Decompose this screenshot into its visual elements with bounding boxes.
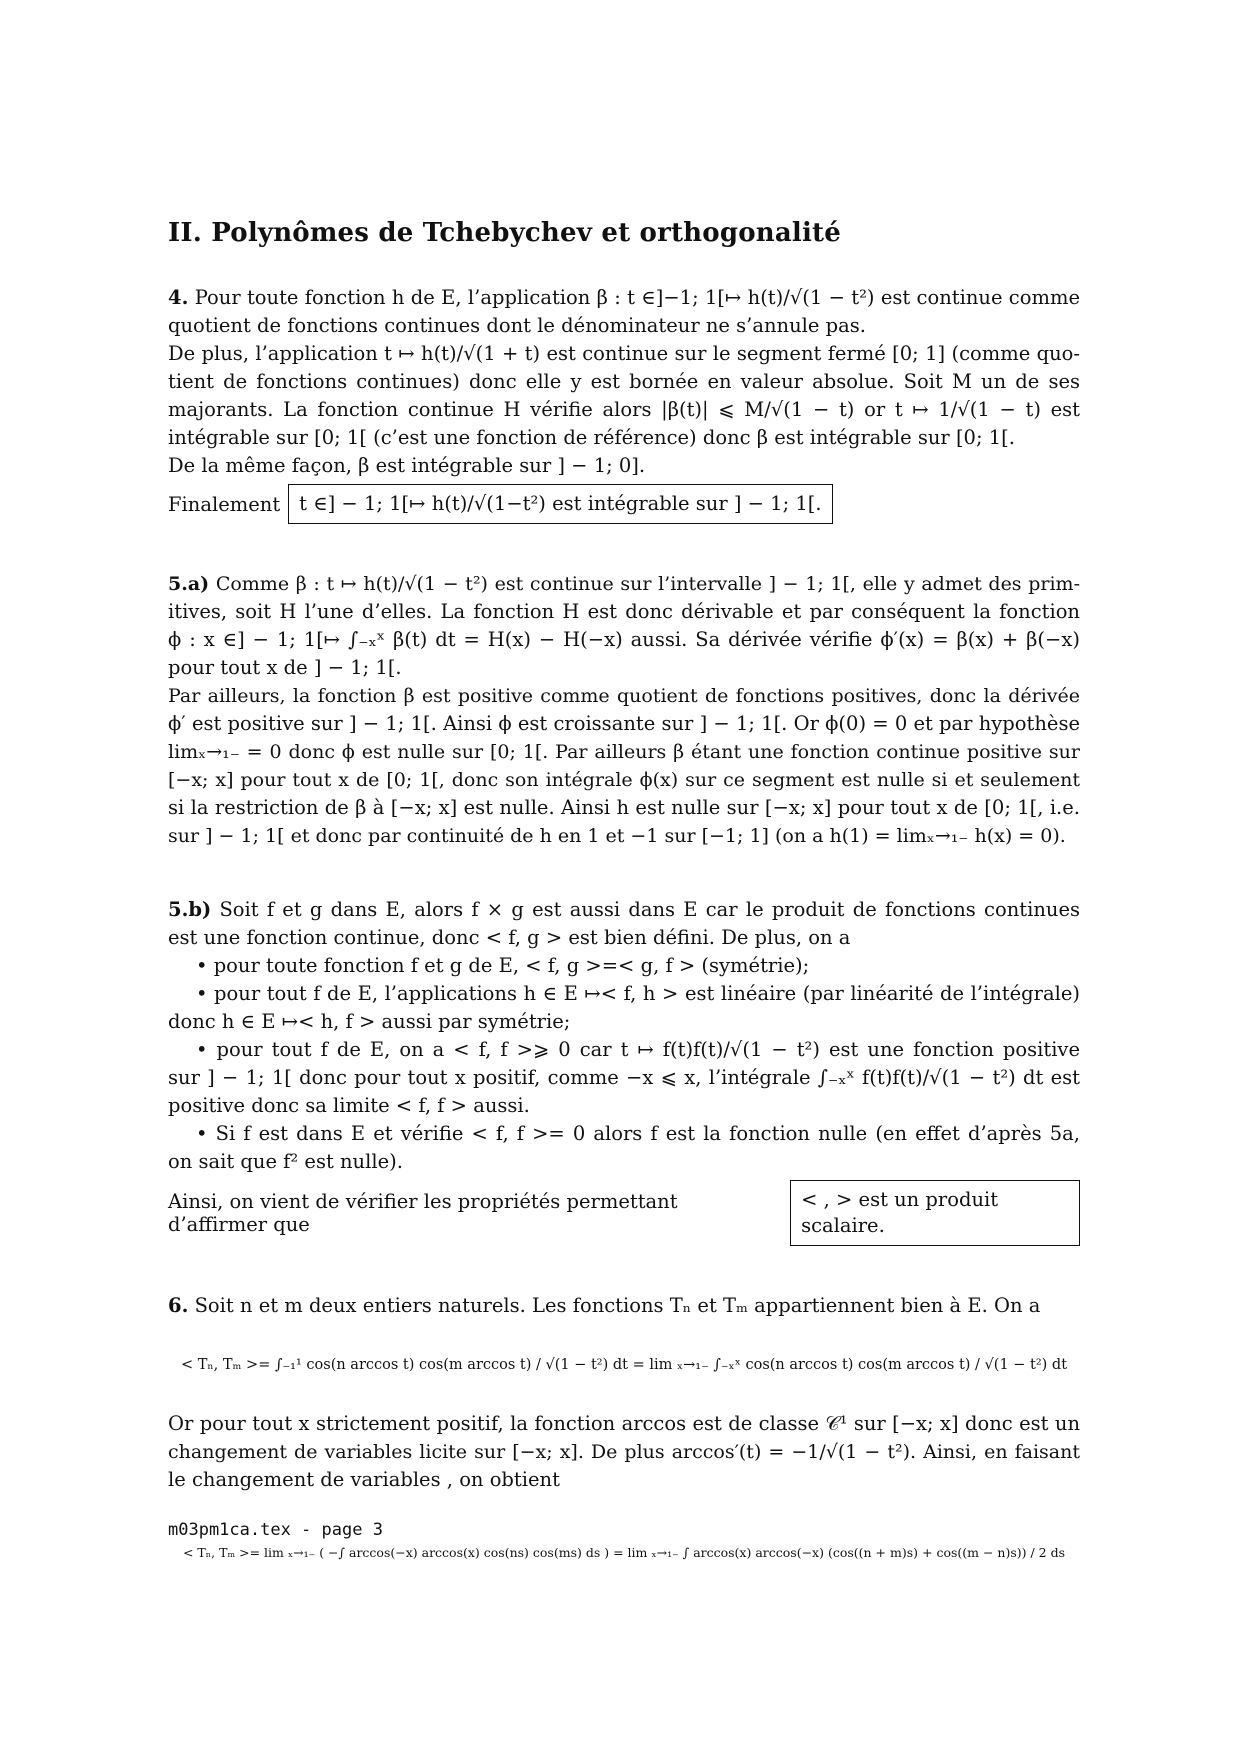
q6-line-1: Or pour tout x strictement positif, la fonction arccos est de classe 𝒞¹ sur [−x; x] donc est un	[168, 1412, 1080, 1435]
q4-text-0: Pour toute fonction h de E, l’application β : t ∈]−1; 1[↦ h(t)/√(1 − t²) est continue comme	[194, 286, 1080, 309]
q5a-line-6: limₓ→₁₋ = 0 donc ϕ est nulle sur [0; 1[. Par ailleurs β étant une fonction continue positive sur	[168, 741, 1080, 763]
question-6	[168, 1292, 1080, 1602]
q5a-line-9: sur ] − 1; 1[ et donc par continuité de h en 1 et −1 sur [−1; 1] (on a h(1) = limₓ→₁₋ h(x) = 0).	[168, 825, 1066, 847]
q5a-line-7: [−x; x] pour tout x de [0; 1[, donc son intégrale ϕ(x) sur ce segment est nulle si et seulement	[168, 769, 1080, 791]
q5a-number: 5.a)	[168, 573, 210, 595]
page-footer: m03pm1ca.tex - page 3	[168, 1520, 383, 1540]
q6-equation-2: < Tₙ, Tₘ >= lim ₓ→₁₋ ( −∫ arccos(−x) arccos(x) cos(ns) cos(ms) ds ) = lim ₓ→₁₋ ∫ arccos(x) arccos(−x) (cos((n + m)s) + cos((m − n)s)) / 2 ds	[182, 1544, 1066, 1560]
q6-text-0: Soit n et m deux entiers naturels. Les fonctions Tₙ et Tₘ appartiennent bien à E. On a	[194, 1294, 1041, 1317]
q5b-line-5: • pour tout f de E, on a < f, f >⩾ 0 car t ↦ f(t)f(t)/√(1 − t²) est une fonction positive	[196, 1038, 1080, 1061]
q5b-line-9: on sait que f² est nulle).	[168, 1150, 403, 1173]
q5b-final-text: Ainsi, on vient de vérifier les propriétés permettant d’affirmer que	[168, 1190, 678, 1236]
q4-line-1: quotient de fonctions continues dont le dénominateur ne s’annule pas.	[168, 314, 866, 337]
q4-line-3: tient de fonctions continues) donc elle y est bornée en valeur absolue. Soit M un de ses	[168, 370, 1080, 393]
q5b-line-8: • Si f est dans E et vérifie < f, f >= 0 alors f est la fonction nulle (en effet d’après 5a,	[196, 1122, 1080, 1145]
q5a-text-0: Comme β : t ↦ h(t)/√(1 − t²) est continue sur l’intervalle ] − 1; 1[, elle y admet des prim-	[215, 573, 1080, 595]
q5a-line-2: ϕ : x ∈] − 1; 1[↦ ∫₋ₓˣ β(t) dt = H(x) − H(−x) aussi. Sa dérivée vérifie ϕ′(x) = β(x) + β(−x)	[168, 628, 1080, 651]
q5a-line-8: si la restriction de β à [−x; x] est nulle. Ainsi h est nulle sur [−x; x] pour tout x de [0; 1[, i.e.	[168, 796, 1080, 819]
q5b-line-7: positive donc sa limite < f, f > aussi.	[168, 1094, 530, 1117]
q4-conclusion	[168, 484, 1080, 524]
q6-line-2: changement de variables licite sur [−x; x]. De plus arccos′(t) = −1/√(1 − t²). Ainsi, en faisant	[168, 1441, 1080, 1463]
q4-final-label: Finalement	[168, 492, 281, 516]
q5a-line-5: ϕ′ est positive sur ] − 1; 1[. Ainsi ϕ est croissante sur ] − 1; 1[. Or ϕ(0) = 0 et par hypothèse	[168, 712, 1080, 735]
q5b-line-0	[168, 896, 1080, 924]
question-5a	[168, 570, 1080, 850]
q5b-final-box: < , > est un produit scalaire.	[790, 1180, 1080, 1246]
q5a-line-4: Par ailleurs, la fonction β est positive comme quotient de fonctions positives, donc la dérivée	[168, 685, 1080, 707]
page-content	[168, 218, 1080, 1602]
q5b-line-2: • pour toute fonction f et g de E, < f, g >=< g, f > (symétrie);	[196, 954, 810, 977]
q6-number: 6.	[168, 1294, 189, 1317]
q5a-line-0	[168, 570, 1080, 598]
q5b-number: 5.b)	[168, 898, 212, 921]
q4-line-5: intégrable sur [0; 1[ (c’est une fonction de référence) donc β est intégrable sur [0; 1[.	[168, 426, 1015, 449]
q4-number: 4.	[168, 286, 189, 309]
q6-equation-1: < Tₙ, Tₘ >= ∫₋₁¹ cos(n arccos t) cos(m arccos t) / √(1 − t²) dt = lim ₓ→₁₋ ∫₋ₓˣ cos(n arccos t) cos(m arccos t) / √(1 − t²) dt	[180, 1357, 1068, 1373]
q5a-line-3: pour tout x de ] − 1; 1[.	[168, 656, 402, 679]
q5b-line-6: sur ] − 1; 1[ donc pour tout x positif, comme −x ⩽ x, l’intégrale ∫₋ₓˣ f(t)f(t)/√(1 − t²) dt est	[168, 1066, 1080, 1089]
q4-line-2: De plus, l’application t ↦ h(t)/√(1 + t) est continue sur le segment fermé [0; 1] (comme quo-	[168, 342, 1080, 365]
section-title: II. Polynômes de Tchebychev et orthogonalité	[168, 218, 842, 248]
q5b-line-1: est une fonction continue, donc < f, g > est bien défini. De plus, on a	[168, 926, 851, 949]
q5b-conclusion	[168, 1180, 1080, 1246]
question-5b	[168, 896, 1080, 1246]
q5b-line-3: • pour tout f de E, l’applications h ∈ E ↦< f, h > est linéaire (par linéarité de l’intégrale)	[196, 982, 1080, 1005]
question-4	[168, 284, 1080, 524]
q4-line-0	[168, 284, 1080, 312]
q4-line-4: majorants. La fonction continue H vérifie alors |β(t)| ⩽ M/√(1 − t) or t ↦ 1/√(1 − t) est	[168, 398, 1080, 421]
q5b-text-0: Soit f et g dans E, alors f × g est aussi dans E car le produit de fonctions continues	[219, 898, 1080, 921]
q5b-line-4: donc h ∈ E ↦< h, f > aussi par symétrie;	[168, 1010, 571, 1033]
q4-line-6: De la même façon, β est intégrable sur ] − 1; 0].	[168, 454, 646, 477]
q5a-line-1: itives, soit H l’une d’elles. La fonction H est donc dérivable et par conséquent la fonction	[168, 600, 1080, 623]
q6-line-0	[168, 1292, 1080, 1320]
q4-final-box: t ∈] − 1; 1[↦ h(t)/√(1−t²) est intégrable sur ] − 1; 1[.	[288, 484, 832, 524]
q6-line-3: le changement de variables , on obtient	[168, 1468, 560, 1491]
